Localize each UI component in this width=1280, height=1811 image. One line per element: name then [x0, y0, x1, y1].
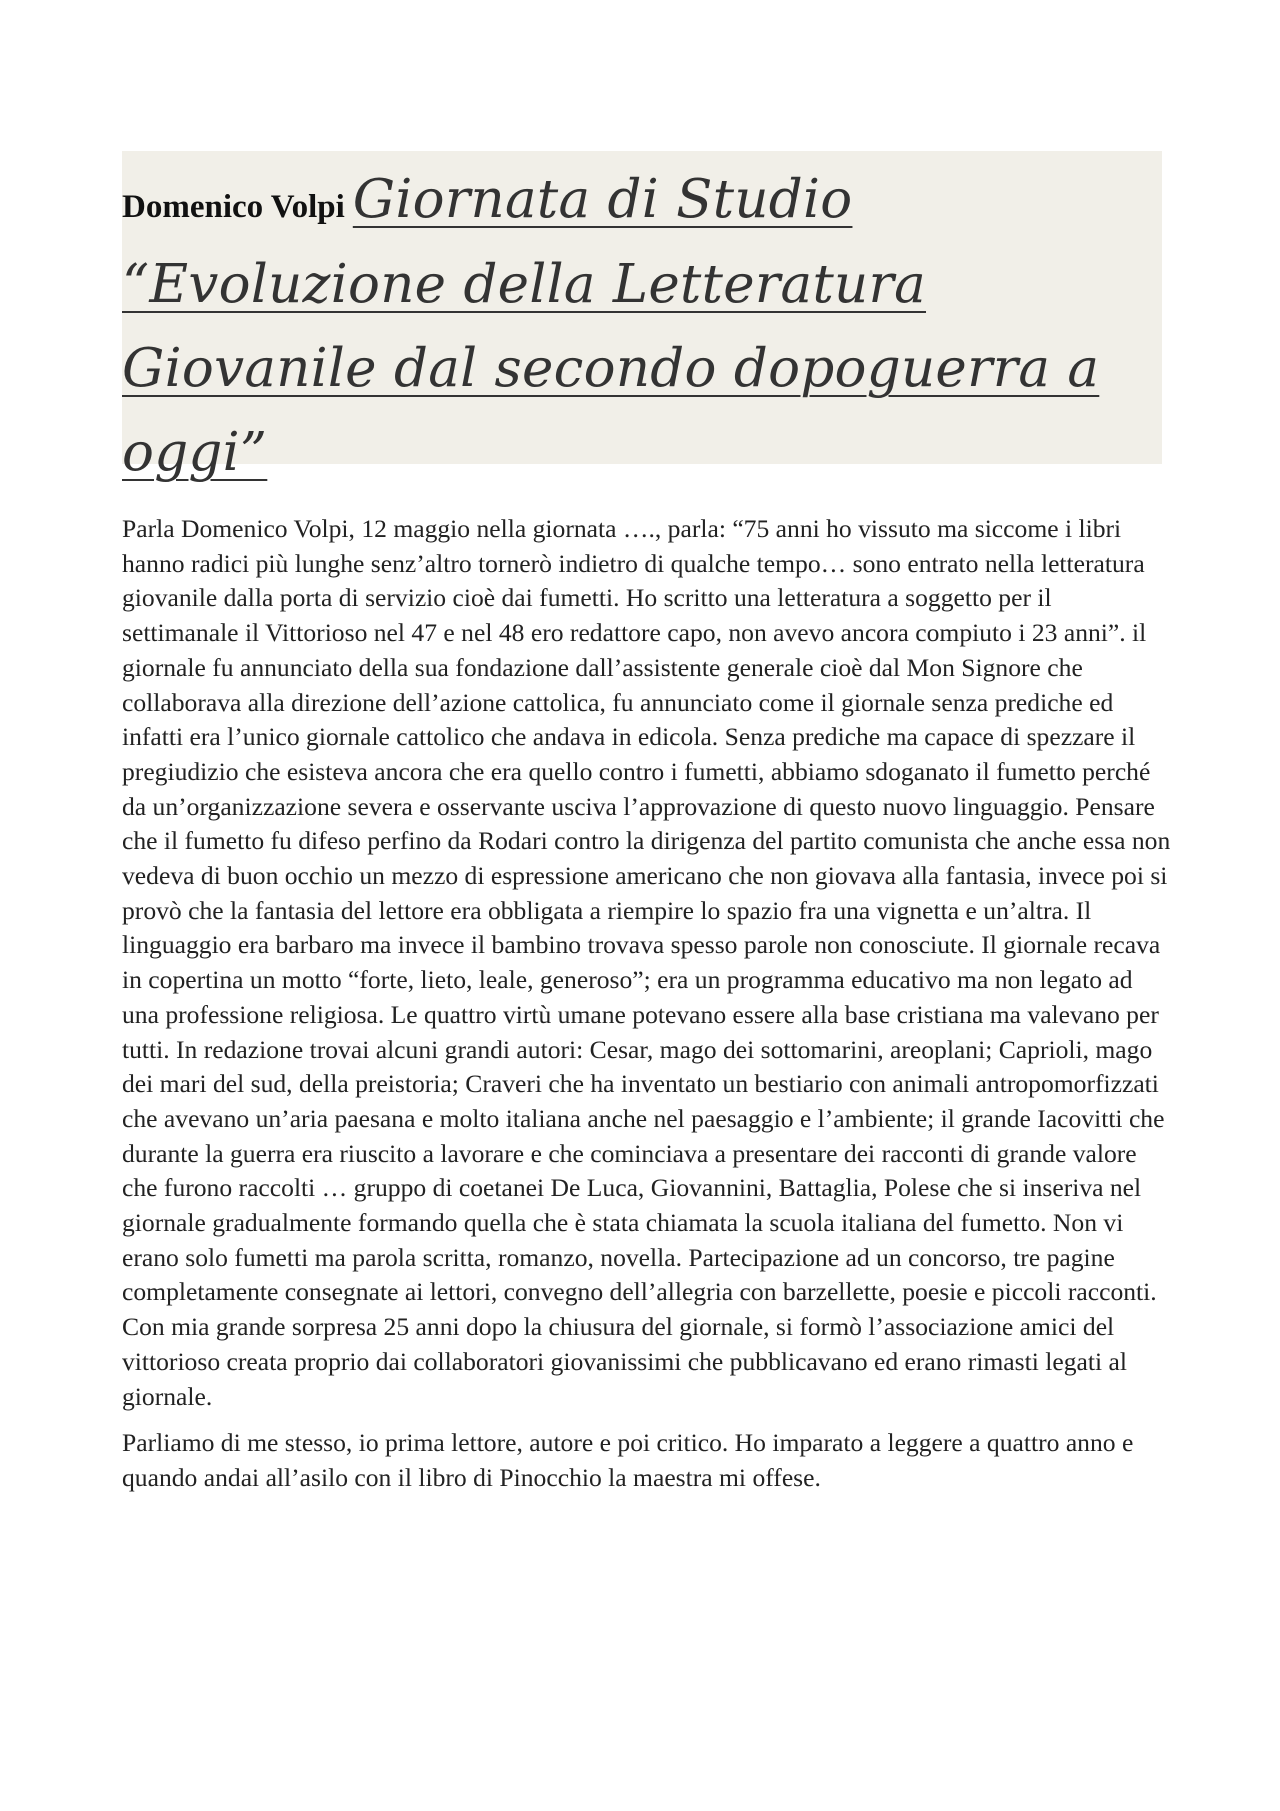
paragraph-1: Parla Domenico Volpi, 12 maggio nella giornata …., parla: “75 anni ho vissuto ma siccome i libri hanno radici più lunghe senz’altro tornerò indietro di qualche tempo… sono entrato nella letteratura giovanile dalla porta di servizio cioè dai fumetti. Ho scritto una letteratura a soggetto per il settimanale il Vittorioso nel 47 e nel 48 ero redattore capo, non avevo ancora compiuto i 23 anni”. il giornale fu annunciato della sua fondazione dall’assistente generale cioè dal Mon Signore che collaborava alla direzione dell’azione cattolica, fu annunciato come il giornale senza prediche ed infatti era l’unico giornale cattolico che andava in edicola. Senza prediche ma capace di spezzare il pregiudizio che esisteva ancora che era quello contro i fumetti, abbiamo sdoganato il fumetto perché da un’organizzazione severa e osservante usciva l’approvazione di questo nuovo linguaggio. Pensare che il fumetto fu difeso perfino da Rodari contro la dirigenza del partito comunista che anche essa non vedeva di buon occhio un mezzo di espressione americano che non giovava alla fantasia, invece poi si provò che la fantasia del lettore era obbligata a riempire lo spazio fra una vignetta e un’altra. Il linguaggio era barbaro ma invece il bambino trovava spesso parole non conosciute. Il giornale recava in copertina un motto “forte, lieto, leale, generoso”; era un programma educativo ma non legato ad una professione religiosa. Le quattro virtù umane potevano essere alla base cristiana ma valevano per tutti. In redazione trovai alcuni grandi autori: Cesar, mago dei sottomarini, areoplani; Caprioli, mago dei mari del sud, della preistoria; Craveri che ha inventato un bestiario con animali antropomorfizzati che avevano un’aria paesana e molto italiana anche nel paesaggio e l’ambiente; il grande Iacovitti che durante la guerra era riuscito a lavorare e che cominciava a presentare dei racconti di grande valore che furono raccolti … gruppo di coetanei De Luca, Giovannini, Battaglia, Polese che si inseriva nel giornale gradualmente formando quella che è stata chiamata la scuola italiana del fumetto. Non vi erano solo fumetti ma parola scritta, romanzo, novella. Partecipazione ad un concorso, tre pagine completamente consegnate ai lettori, convegno dell’allegria con barzellette, poesie e piccoli racconti. Con mia grande sorpresa 25 anni dopo la chiusura del giornale, si formò l’associazione amici del vittorioso creata proprio dai collaboratori giovanissimi che pubblicavano ed erano rimasti legati al giornale. [122, 514, 1171, 1411]
author-name: Domenico Volpi [122, 189, 345, 225]
title-block [122, 151, 1162, 483]
body-text [122, 512, 1172, 1508]
document-title: Giornata di Studio “Evoluzione della Letteratura Giovanile dal secondo dopoguerra a oggi” [122, 169, 1100, 483]
heading [122, 161, 1162, 498]
paragraph-2: Parliamo di me stesso, io prima lettore, autore e poi critico. Ho imparato a leggere a quattro anno e quando andai all’asilo con il libro di Pinocchio la maestra mi offese. [122, 1428, 1134, 1492]
